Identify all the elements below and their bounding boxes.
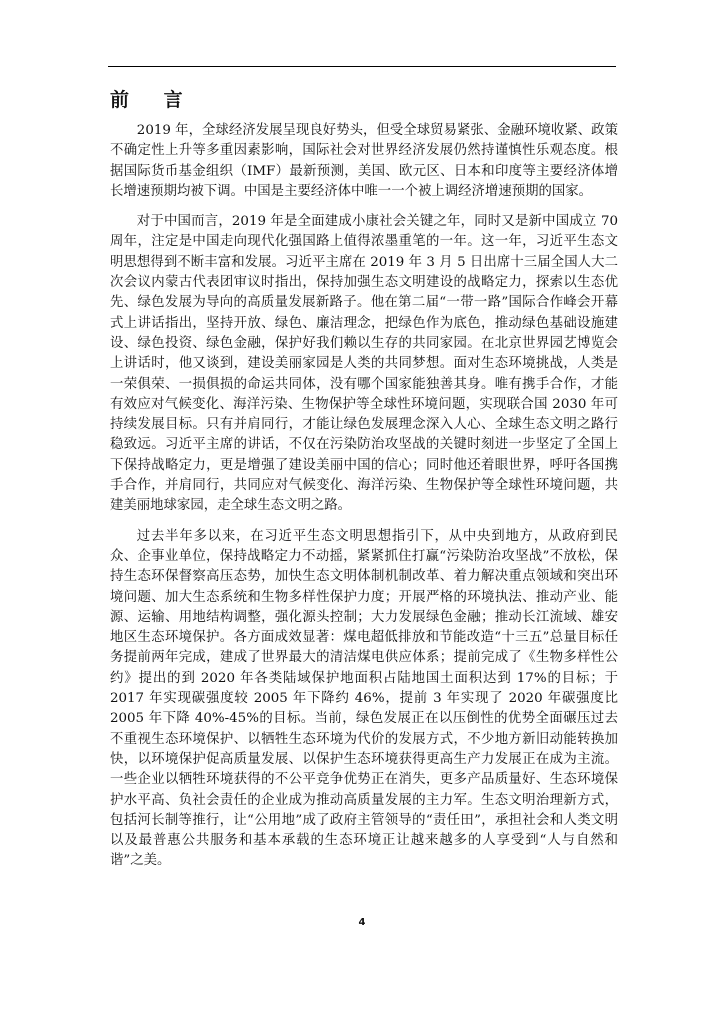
paragraph-1: 2019 年，全球经济发展呈现良好势头，但受全球贸易紧张、金融环境收紧、政策不确定性上升等多重因素影响，国际社会对世界经济发展仍然持谨慎性乐观态度。根据国际货币基金组织（IMF）最新预测，美国、欧元区、日本和印度等主要经济体增长增速预期均被下调。中国是主要经济体中唯一一个被上调经济增速预期的国家。	[110, 123, 618, 199]
paragraph-2: 对于中国而言，2019 年是全面建成小康社会关键之年，同时又是新中国成立 70 周年，注定是中国走向现代化强国路上值得浓墨重笔的一年。这一年，习近平生态文明思想得到不断丰富和发展。习近平主席在 2019 年 3 月 5 日出席十三届全国人大二次会议内蒙古代表团审议时指出，保持加强生态文明建设的战略定力，探索以生态优先、绿色发展为导向的高质量发展新路子。他在第二届“一带一路”国际合作峰会开幕式上讲话指出，坚持开放、绿色、廉洁理念，把绿色作为底色，推动绿色基础设施建设、绿色投资、绿色金融，保护好我们赖以生存的共同家园。在北京世界园艺博览会上讲话时，他又谈到，建设美丽家园是人类的共同梦想。面对生态环境挑战，人类是一荣俱荣、一损俱损的命运共同体，没有哪个国家能独善其身。唯有携手合作，才能有效应对气候变化、海洋污染、生物保护等全球性环境问题，实现联合国 2030 年可持续发展目标。只有并肩同行，才能让绿色发展理念深入人心、全球生态文明之路行稳致远。习近平主席的讲话，不仅在污染防治攻坚战的关键时刻进一步坚定了全国上下保持战略定力，更是增强了建设美丽中国的信心；同时他还着眼世界，呼吁各国携手合作，并肩同行，共同应对气候变化、海洋污染、生物保护等全球性环境问题，共建美丽地球家园，走全球生态文明之路。	[110, 214, 618, 514]
header-rule	[108, 66, 616, 67]
section-heading: 前 言	[110, 89, 197, 111]
page-number: 4	[358, 917, 366, 928]
paragraph-3: 过去半年多以来，在习近平生态文明思想指引下，从中央到地方，从政府到民众、企事业单位，保持战略定力不动摇，紧紧抓住打赢“污染防治攻坚战”不放松，保持生态环保督察高压态势，加快生态文明体制机制改革、着力解决重点领域和突出环境问题、加大生态系统和生物多样性保护力度；开展严格的环境执法、推动产业、能源、运输、用地结构调整，强化源头控制；大力发展绿色金融；推动长江流域、雄安地区生态环境保护。各方面成效显著：煤电超低排放和节能改造“十三五”总量目标任务提前两年完成，建成了世界最大的清洁煤电供应体系；提前完成了《生物多样性公约》提出的到 2020 年各类陆域保护地面积占陆地国土面积达到 17%的目标；于 2017 年实现碳强度较 2005 年下降约 46%，提前 3 年实现了 2020 年碳强度比 2005 年下降 40%-45%的目标。当前，绿色发展正在以压倒性的优势全面碾压过去不重视生态环境保护、以牺牲生态环境为代价的发展方式，不少地方新旧动能转换加快，以环境保护促高质量发展、以保护生态环境获得更高生产力发展正在成为主流。一些企业以牺牲环境获得的不公平竞争优势正在消失，更多产品质量好、生态环境保护水平高、负社会责任的企业成为推动高质量发展的主力军。生态文明治理新方式，包括河长制等推行，让“公用地”成了政府主管领导的“责任田”，承担社会和人类文明以及最普惠公共服务和基本承载的生态环境正让越来越多的人享受到“人与自然和谐”之美。	[110, 528, 618, 869]
body-text	[110, 121, 618, 872]
